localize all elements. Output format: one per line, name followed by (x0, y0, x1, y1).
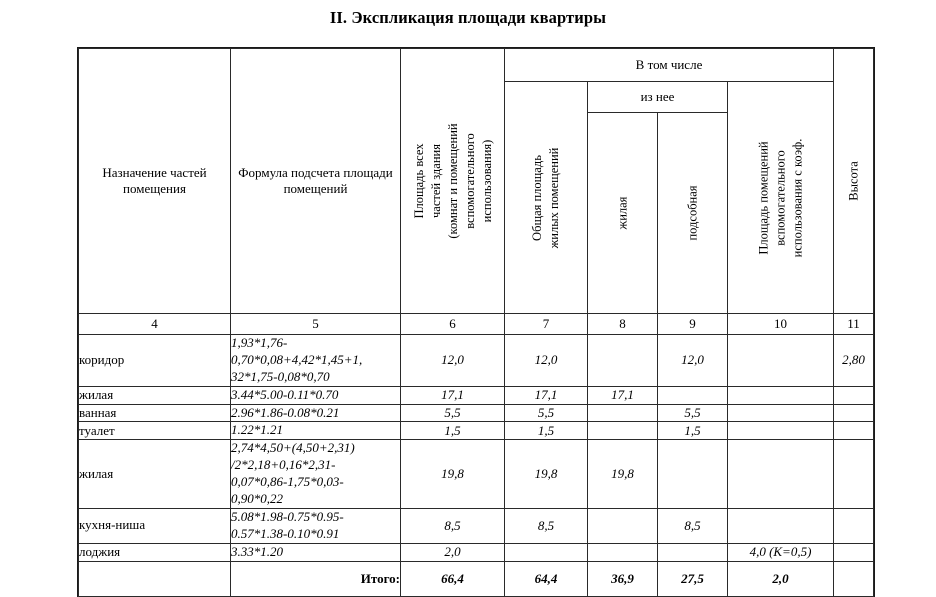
header-cell-total-area (401, 49, 505, 314)
row-living-total: 12,0 (505, 335, 588, 387)
row-living (588, 543, 658, 561)
row-living-total: 17,1 (505, 386, 588, 404)
row-aux-coef (728, 508, 834, 543)
header-group-including (505, 49, 834, 82)
row-height (834, 440, 874, 509)
table-row (79, 543, 874, 561)
header-label-living: жилая (615, 196, 630, 230)
row-formula: 3.33*1.20 (231, 543, 401, 561)
row-utility (658, 440, 728, 509)
table-row (79, 508, 874, 543)
row-formula: 2.96*1.86-0.08*0.21 (231, 404, 401, 422)
row-living-total: 19,8 (505, 440, 588, 509)
total-utility: 27,5 (658, 561, 728, 596)
row-aux-coef: 4,0 (К=0,5) (728, 543, 834, 561)
row-utility: 8,5 (658, 508, 728, 543)
header-cell-utility (658, 113, 728, 314)
header-label-aux-with-coef: Площадь помещений вспомогательного использования с коэф. (756, 138, 804, 257)
header-cell-height (834, 49, 874, 314)
row-total-area: 17,1 (401, 386, 505, 404)
row-living-total (505, 543, 588, 561)
header-cell-aux-with-coef (728, 82, 834, 314)
row-utility (658, 543, 728, 561)
column-number-8: 8 (588, 314, 658, 335)
header-label-purpose: Назначение частей помещения (102, 165, 207, 196)
vertical-text-wrapper (505, 98, 587, 298)
row-name: кухня-ниша (79, 508, 231, 543)
total-height (834, 561, 874, 596)
table-row (79, 404, 874, 422)
row-living (588, 404, 658, 422)
row-name: жилая (79, 386, 231, 404)
row-living (588, 422, 658, 440)
vertical-text-wrapper (588, 113, 657, 313)
vertical-text-wrapper (728, 98, 833, 298)
header-label-utility: подсобная (685, 185, 700, 241)
page-title: II. Экспликация площади квартиры (329, 8, 607, 27)
row-height (834, 543, 874, 561)
total-aux-coef: 2,0 (728, 561, 834, 596)
row-total-area: 2,0 (401, 543, 505, 561)
row-aux-coef (728, 386, 834, 404)
column-number-row (79, 314, 874, 335)
row-living-total: 1,5 (505, 422, 588, 440)
row-utility: 5,5 (658, 404, 728, 422)
row-utility: 1,5 (658, 422, 728, 440)
row-height (834, 508, 874, 543)
row-utility: 12,0 (658, 335, 728, 387)
vertical-text-wrapper (834, 81, 873, 281)
row-formula: 2,74*4,50+(4,50+2,31) /2*2,18+0,16*2,31- 0,07*0,86-1,75*0,03- 0,90*0,22 (231, 440, 401, 509)
row-height (834, 422, 874, 440)
row-name: туалет (79, 422, 231, 440)
row-total-area: 8,5 (401, 508, 505, 543)
row-total-area: 1,5 (401, 422, 505, 440)
row-utility (658, 386, 728, 404)
row-living-total: 5,5 (505, 404, 588, 422)
column-number-5: 5 (231, 314, 401, 335)
row-total-area: 19,8 (401, 440, 505, 509)
header-label-of-which: из нее (640, 89, 675, 104)
header-cell-formula (231, 49, 401, 314)
row-total-area: 5,5 (401, 404, 505, 422)
row-formula: 1,93*1,76- 0,70*0,08+4,42*1,45+1, 32*1,75-0,08*0,70 (231, 335, 401, 387)
total-living: 36,9 (588, 561, 658, 596)
row-name: ванная (79, 404, 231, 422)
row-living-total: 8,5 (505, 508, 588, 543)
vertical-text-wrapper (401, 81, 504, 281)
total-total-area: 66,4 (401, 561, 505, 596)
row-aux-coef (728, 335, 834, 387)
row-height: 2,80 (834, 335, 874, 387)
column-number-7: 7 (505, 314, 588, 335)
total-row (79, 561, 874, 596)
row-aux-coef (728, 440, 834, 509)
row-formula: 5.08*1.98-0.75*0.95- 0.57*1.38-0.10*0.91 (231, 508, 401, 543)
row-name: лоджия (79, 543, 231, 561)
header-group-of-which (588, 82, 728, 113)
table-row (79, 422, 874, 440)
vertical-text-wrapper (658, 113, 727, 313)
row-total-area: 12,0 (401, 335, 505, 387)
apartment-area-table (78, 48, 874, 597)
row-aux-coef (728, 404, 834, 422)
header-label-formula: Формула подсчета площади помещений (238, 165, 393, 196)
row-living (588, 335, 658, 387)
column-number-9: 9 (658, 314, 728, 335)
column-number-4: 4 (79, 314, 231, 335)
row-living: 17,1 (588, 386, 658, 404)
column-number-11: 11 (834, 314, 874, 335)
table-row (79, 440, 874, 509)
total-label: Итого: (231, 561, 401, 596)
header-row-group (79, 49, 874, 82)
column-number-6: 6 (401, 314, 505, 335)
column-number-10: 10 (728, 314, 834, 335)
row-height (834, 404, 874, 422)
total-living-total: 64,4 (505, 561, 588, 596)
header-cell-living-total (505, 82, 588, 314)
total-empty-cell (79, 561, 231, 596)
table-row (79, 335, 874, 387)
row-name: коридор (79, 335, 231, 387)
row-aux-coef (728, 422, 834, 440)
row-formula: 1.22*1.21 (231, 422, 401, 440)
row-living: 19,8 (588, 440, 658, 509)
header-cell-purpose (79, 49, 231, 314)
row-name: жилая (79, 440, 231, 509)
header-label-height: Высота (846, 161, 861, 201)
header-label-including: В том числе (635, 57, 703, 72)
row-living (588, 508, 658, 543)
header-label-total-area: Площадь всех частей здания (комнат и помещений вспомогательного использования) (411, 123, 493, 239)
row-formula: 3.44*5.00-0.11*0.70 (231, 386, 401, 404)
row-height (834, 386, 874, 404)
table-row (79, 386, 874, 404)
header-cell-living (588, 113, 658, 314)
header-label-living-total: Общая площадь жилых помещений (530, 147, 561, 248)
